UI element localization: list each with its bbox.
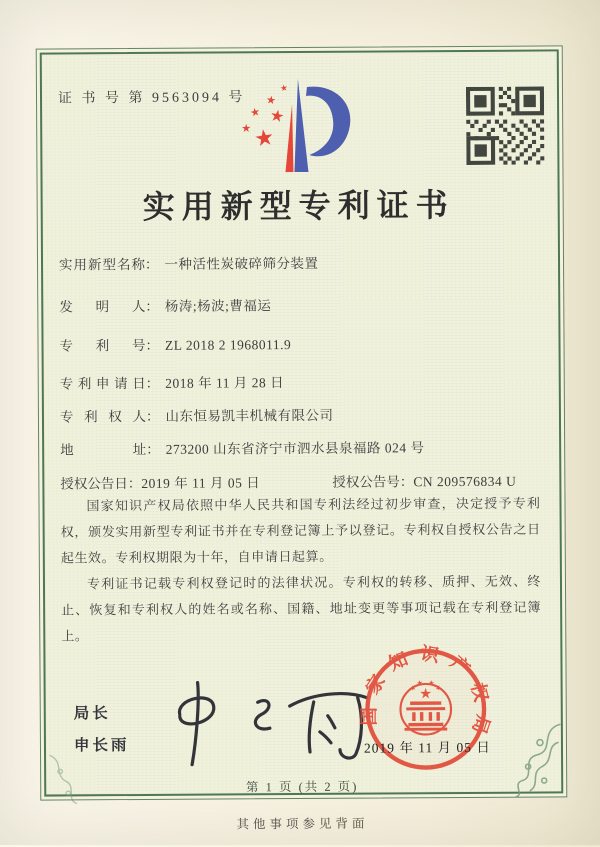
grant-row [60, 470, 540, 493]
field-value: 一种活性炭破碎筛分装置 [164, 255, 319, 272]
page-number: 第 1 页 (共 2 页) [245, 779, 359, 795]
back-note: 其他事项参见背面 [236, 816, 369, 832]
legal-paragraph-1: 国家知识产权局依照中华人民共和国专利法经过初步审查，决定授予专利权，颁发实用新型专利证书并在专利登记簿上予以登记。专利权自授权公告之日起生效。专利权期限为十年，自申请日起算。 [60, 495, 541, 566]
field-colon: ： [145, 298, 159, 314]
seal-date: 2019 年 11 月 05 日 [363, 739, 491, 756]
director-name: 申长雨 [73, 737, 130, 755]
field-value: 2018 年 11 月 28 日 [165, 375, 285, 391]
official-seal-icon [357, 641, 494, 778]
field-colon: ： [146, 441, 160, 457]
field-label: 专利申请日 [59, 375, 146, 392]
grant-number-group [332, 470, 516, 491]
field-label: 实用新型名称 [58, 256, 146, 273]
seal-agency-text: 国家知识产权局 [359, 643, 494, 747]
field-label: 地址 [60, 441, 147, 458]
grant-date-value: 2019 年 11 月 05 日 [141, 475, 261, 491]
field-label: 专利权人 [59, 408, 147, 425]
field-label: 专利号 [59, 337, 146, 354]
certificate-number: 证 书 号 第 9563094 号 [57, 90, 246, 107]
field-value: ZL 2018 2 1968011.9 [164, 337, 292, 353]
field-colon: ： [145, 375, 160, 391]
field-row-filing-date [60, 370, 540, 393]
cnipa-logo-icon [228, 74, 371, 185]
field-row-patentee [60, 403, 540, 426]
field-row-inventors [59, 293, 539, 316]
field-row-name [59, 251, 539, 274]
shen-changyu-signature-icon [162, 672, 378, 773]
field-colon: ： [145, 408, 160, 424]
field-value: 273200 山东省济宁市泗水县泉福路 024 号 [165, 440, 425, 457]
qr-code [466, 87, 544, 165]
grant-date-label: 授权公告日 [60, 476, 128, 492]
field-row-patent-number [59, 332, 539, 355]
field-colon: ： [127, 475, 142, 492]
grant-number-label: 授权公告号 [332, 474, 400, 490]
field-colon: ： [145, 337, 160, 353]
field-colon: ： [144, 256, 159, 272]
director-block [74, 698, 130, 762]
legal-paragraph-2: 专利证书记载专利权登记时的法律状况。专利权的转移、质押、无效、终止、恢复和专利权人的姓名或名称、国籍、地址变更等事项记载在专利登记簿上。 [61, 573, 542, 644]
field-value: 山东恒易凯丰机械有限公司 [165, 407, 334, 424]
field-row-address [60, 436, 540, 459]
certificate-title: 实用新型专利证书 [142, 187, 455, 225]
grant-number-value: CN 209576834 U [413, 473, 517, 490]
legal-text [60, 491, 541, 650]
field-label: 发明人 [59, 298, 146, 315]
field-colon: ： [399, 474, 414, 490]
field-value: 杨涛;杨波;曹福运 [164, 298, 272, 314]
director-title: 局长 [73, 705, 111, 723]
